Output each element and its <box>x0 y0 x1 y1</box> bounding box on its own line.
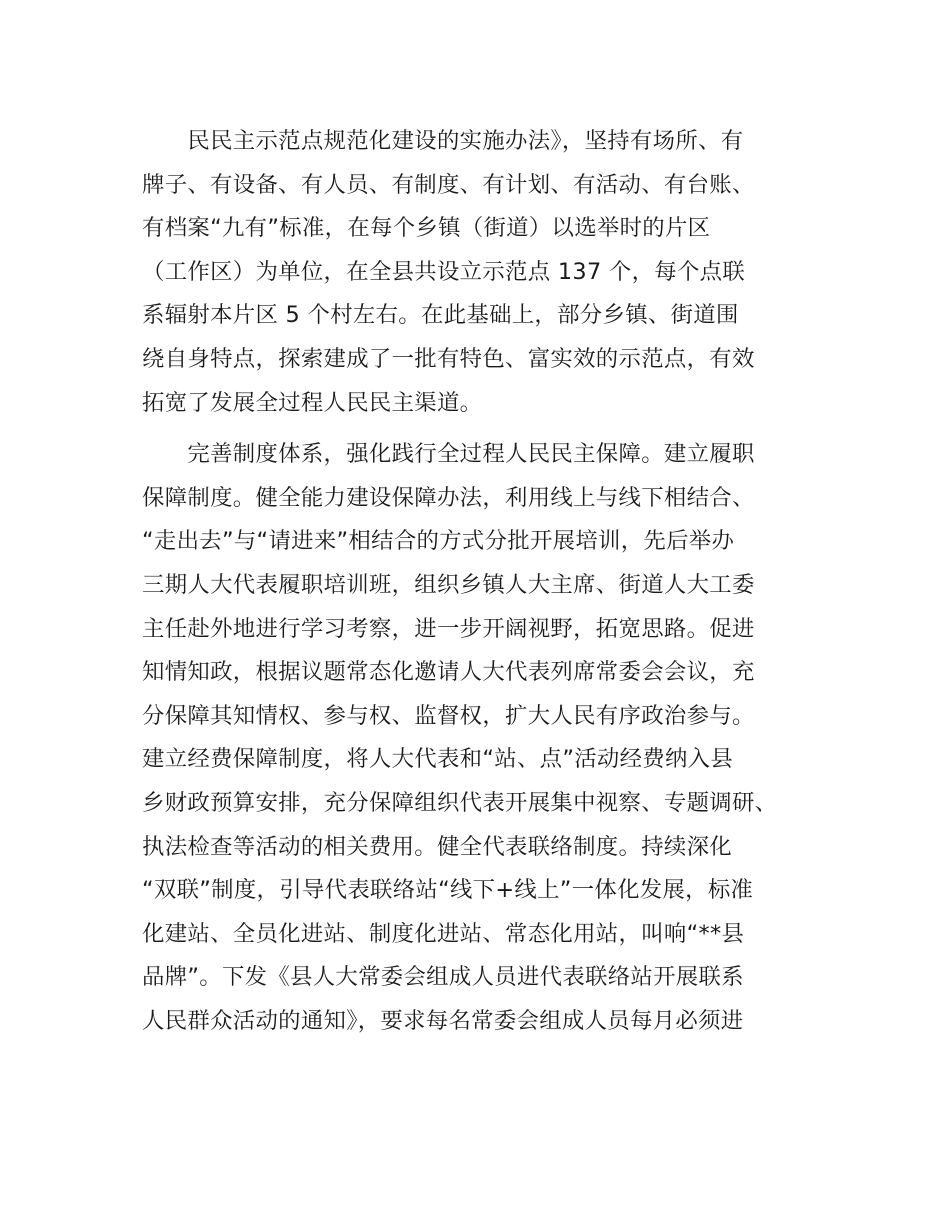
text-line: 品牌”。下发《县人大常委会组成人员进代表联络站开展联系 <box>142 964 744 991</box>
text-line: 分保障其知情权、参与权、监督权，扩大人民有序政治参与。 <box>142 702 755 729</box>
text-line: 建立经费保障制度，将人大代表和“站、点”活动经费纳入县 <box>142 746 734 773</box>
text-line: 知情知政，根据议题常态化邀请人大代表列席常委会会议，充 <box>142 659 755 686</box>
text-line: 绕自身特点，探索建成了一批有特色、富实效的示范点，有效 <box>142 345 755 372</box>
text-line: 执法检查等活动的相关费用。健全代表联络制度。持续深化 <box>142 833 732 860</box>
body-text <box>142 120 832 1043</box>
text-line: 保障制度。健全能力建设保障办法，利用线上与线下相结合、 <box>142 484 755 511</box>
text-line: 三期人大代表履职培训班，组织乡镇人大主席、街道人大工委 <box>142 571 755 598</box>
paragraph <box>142 433 832 1043</box>
text-line: 牌子、有设备、有人员、有制度、有计划、有活动、有台账、 <box>142 171 755 198</box>
paragraph-spacer <box>142 425 832 433</box>
text-line: 系辐射本片区 5 个村左右。在此基础上，部分乡镇、街道围 <box>142 302 739 329</box>
text-line: 有档案“九有”标准，在每个乡镇（街道）以选举时的片区 <box>142 215 711 242</box>
text-line: 完善制度体系，强化践行全过程人民民主保障。建立履职 <box>142 441 755 468</box>
text-line: “双联”制度，引导代表联络站“线下+线上”一体化发展，标准 <box>142 877 754 904</box>
text-line: “走出去”与“请进来”相结合的方式分批开展培训，先后举办 <box>142 528 735 555</box>
text-line: 化建站、全员化进站、制度化进站、常态化用站，叫响“**县 <box>142 920 745 947</box>
paragraph <box>142 120 832 425</box>
text-line: 主任赴外地进行学习考察，进一步开阔视野，拓宽思路。促进 <box>142 615 755 642</box>
text-line: 人民群众活动的通知》，要求每名常委会组成人员每月必须进 <box>142 1007 744 1034</box>
text-line: 乡财政预算安排，充分保障组织代表开展集中视察、专题调研、 <box>142 789 778 816</box>
text-line: 民民主示范点规范化建设的实施办法》，坚持有场所、有 <box>142 128 744 154</box>
text-line: 拓宽了发展全过程人民民主渠道。 <box>142 389 483 416</box>
text-line: （工作区）为单位，在全县共设立示范点 137 个，每个点联 <box>142 258 746 285</box>
